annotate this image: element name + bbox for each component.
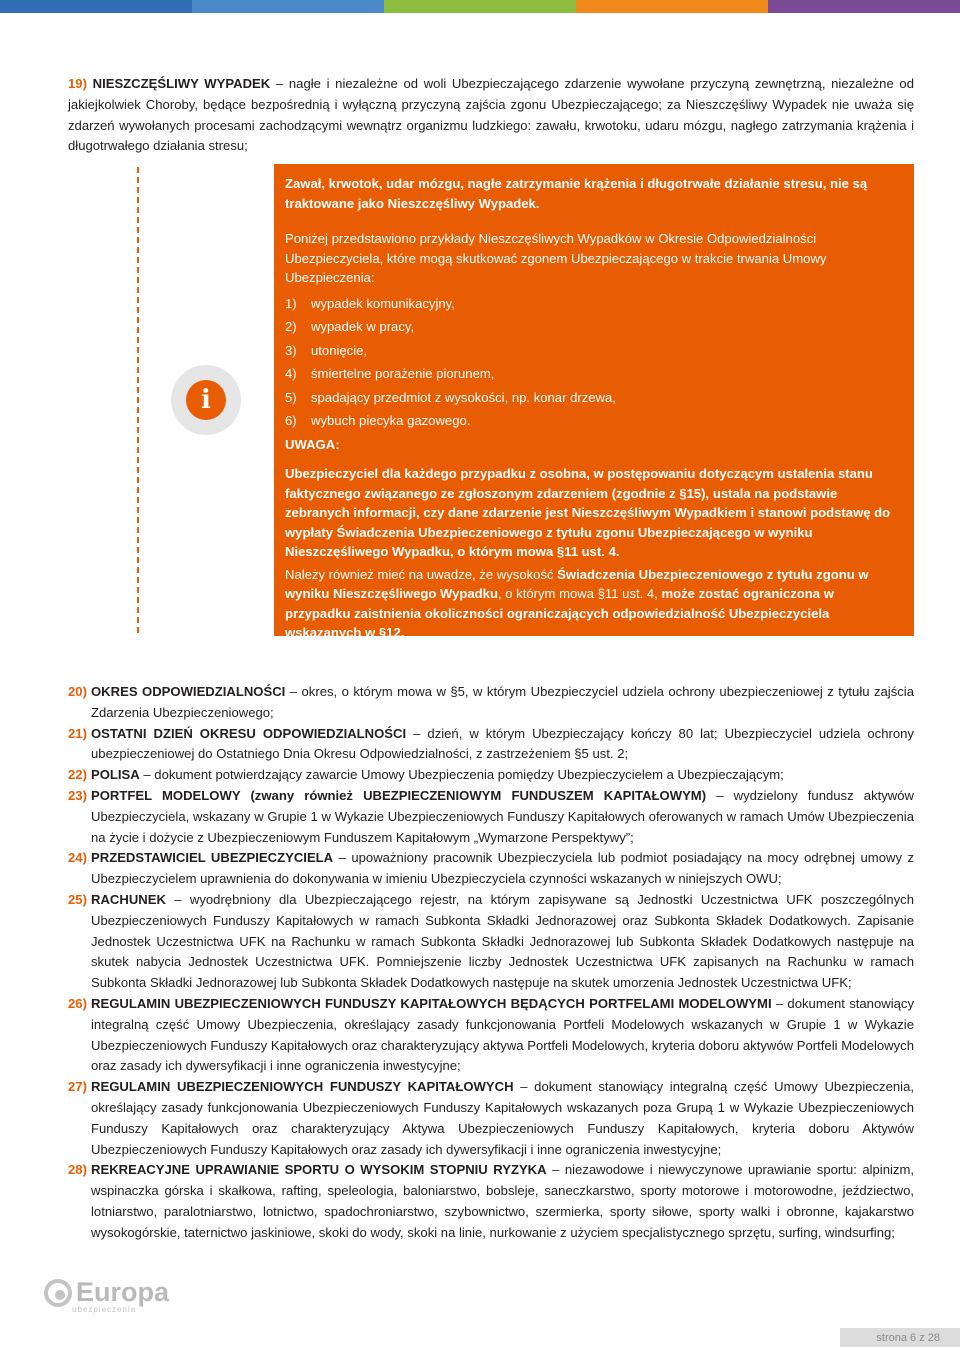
color-stripe-4 bbox=[576, 0, 768, 13]
color-stripe-1 bbox=[0, 0, 192, 13]
definition-26: 26) REGULAMIN UBEZPIECZENIOWYCH FUNDUSZY KAPITAŁOWYCH BĘDĄCYCH PORTFELAMI MODELOWYMI – dokument stanowiący integralną część Umowy Ubezpieczenia, określający zasady funkcjonowania Portfeli Modelowych wskazanych w Grupie 1 w Wykazie Ubezpieczeniowych Funduszy Kapitałowych oraz charakteryzujący aktywa Portfeli Modelowych, kryteria doboru aktywów Portfeli Modelowych oraz zasady ich dywersyfikacji i inne ograniczenia inwestycyjne; bbox=[68, 995, 914, 1074]
definition-23: 23) PORTFEL MODELOWY (zwany również UBEZPIECZENIOWYM FUNDUSZEM KAPITAŁOWYM) – wydzielony fundusz aktywów Ubezpieczyciela, wskazany w Grupie 1 w Wykazie Ubezpieczeniowych Funduszy Kapitałowych oferowanych w ramach Umów Ubezpieczenia na życie i dożycie z Ubezpieczeniowym Funduszem Kapitałowym „Wymarzone Perspektywy”; bbox=[68, 787, 914, 845]
info-box bbox=[274, 164, 914, 640]
example-item: 5) spadający przedmiot z wysokości, np. konar drzewa, bbox=[285, 389, 616, 405]
definition-21: 21) OSTATNI DZIEŃ OKRESU ODPOWIEDZIALNOŚCI – dzień, w którym Ubezpieczający kończy 80 lat; Ubezpieczyciel udziela ochrony ubezpieczeniowej do Ostatniego Dnia Okresu Odpowiedzialności, z zastrzeżeniem §5 ust. 2; bbox=[68, 725, 914, 762]
definition-25: 25) RACHUNEK – wyodrębniony dla Ubezpieczającego rejestr, na którym zapisywane są Jednostki Uczestnictwa UFK poszczególnych Ubezpieczeniowych Funduszy Kapitałowych w ramach Subkonta Składki Jednorazowej oraz Subkonta Składek Dodatkowych. Zapisanie Jednostek Uczestnictwa UFK na Rachunku w ramach Subkonta Składki Jednorazowej lub Subkonta Składek Dodatkowych następuje na skutek nabycia Jednostek Uczestnictwa UFK. Pomniejszenie liczby Jednostek Uczestnictwa UFK zapisanych na Rachunku w ramach Subkonta Składki Jednorazowej lub Subkonta Składek Dodatkowych następuje na skutek umorzenia Jednostek Uczestnictwa UFK; bbox=[68, 891, 914, 991]
definition-22: 22) POLISA – dokument potwierdzający zawarcie Umowy Ubezpieczenia pomiędzy Ubezpieczycielem a Ubezpieczającym; bbox=[68, 767, 784, 783]
logo-subtitle: ubezpieczenia bbox=[72, 1305, 137, 1314]
definition-text: – nagłe i niezależne od woli Ubezpieczającego zdarzenie wywołane przyczyną zewnętrzną, niezależne od jakiejkolwiek Choroby, będące bezpośrednią i wyłączną przyczyną zajścia zgonu Ubezpieczającego; za Nieszczęśliwy Wypadek nie uważa się zdarzeń wywołanych procesami zachodzącymi wewnątrz organizmu ludzkiego: zawału, krwotoku, udaru mózgu, nagłego zatrzymania krążenia i długotrwałego działania stresu; bbox=[68, 76, 914, 154]
warning-label: UWAGA: bbox=[285, 436, 340, 452]
dashed-divider bbox=[137, 167, 139, 633]
color-stripe-2 bbox=[192, 0, 384, 13]
info-box-intro: Zawał, krwotok, udar mózgu, nagłe zatrzymanie krążenia i długotrwałe działanie stresu, nie są traktowane jako Nieszczęśliwy Wypadek. bbox=[285, 176, 868, 211]
definition-term: NIESZCZĘŚLIWY WYPADEK bbox=[92, 76, 271, 91]
logo-name: Europa bbox=[76, 1277, 170, 1307]
definition-27: 27) REGULAMIN UBEZPIECZENIOWYCH FUNDUSZY KAPITAŁOWYCH – dokument stanowiący integralną część Umowy Ubezpieczenia, określający zasady funkcjonowania Ubezpieczeniowych Funduszy Kapitałowych wskazanych poza Grupą 1 w Wykazie Ubezpieczeniowych Funduszy Kapitałowych oraz charakteryzujący Aktywa Ubezpieczeniowych Funduszy Kapitałowych, kryteria doboru Aktywów Ubezpieczeniowych Funduszy Kapitałowych oraz zasady ich dywersyfikacji i inne ograniczenia inwestycyjne; bbox=[68, 1079, 914, 1157]
warning-text: Ubezpieczyciel dla każdego przypadku z osobna, w postępowaniu dotyczącym ustalenia stanu faktycznego związanego ze zgłoszonym zdarzeniem (zgodnie z §15), ustala na podstawie zebranych informacji, czy dane zdarzenie jest Nieszczęśliwym Wypadkiem i stanowi podstawę do wypłaty Świadczenia Ubezpieczeniowego z tytułu zgonu Ubezpieczającego w wyniku Nieszczęśliwego Wypadku, o którym mowa §11 ust. 4. bbox=[285, 466, 891, 559]
color-stripe-3 bbox=[384, 0, 576, 13]
example-item: 4) śmiertelne porażenie piorunem, bbox=[285, 366, 495, 381]
definition-28: 28) REKREACYJNE UPRAWIANIE SPORTU O WYSOKIM STOPNIU RYZYKA – niezawodowe i niewyczynowe uprawianie sportu: alpinizm, wspinaczka górska i skałkowa, rafting, speleologia, baloniarstwo, bobsleje, saneczkarstwo, sporty motorowe i motorowodne, jeździectwo, lotniarstwo, paralotniarstwo, lotnictwo, spadochroniarstwo, szybownictwo, szermierka, sporty siłowe, sporty walki i obronne, kajakarstwo wysokogórskie, taternictwo jaskiniowe, skoki do wody, skoki na linie, nurkowanie z użyciem specjalistycznego sprzętu, surfing, windsurfing; bbox=[68, 1162, 914, 1240]
definition-19 bbox=[68, 74, 914, 157]
example-item: 6) wybuch piecyka gazowego. bbox=[285, 413, 471, 428]
definitions-list bbox=[68, 682, 914, 1244]
color-stripe-5 bbox=[768, 0, 960, 13]
info-box-lead: Poniżej przedstawiono przykłady Nieszczęśliwych Wypadków w Okresie Odpowiedzialności Ubezpieczyciela, które mogą skutkować zgonem Ubezpieczającego w trakcie trwania Umowy Ubezpieczenia: bbox=[285, 231, 827, 285]
definition-24: 24) PRZEDSTAWICIEL UBEZPIECZYCIELA – upoważniony pracownik Ubezpieczyciela lub podmiot posiadający na mocy odrębnej umowy z Ubezpieczycielem uprawnienia do dokonywania w imieniu Ubezpieczyciela czynności wskazanych w niniejszych OWU; bbox=[68, 850, 914, 887]
example-item: 2) wypadek w pracy, bbox=[285, 319, 415, 334]
europa-logo bbox=[44, 1277, 170, 1314]
example-item: 3) utonięcie, bbox=[285, 342, 368, 358]
example-item: 1) wypadek komunikacyjny, bbox=[285, 295, 455, 311]
page-number: strona 6 z 28 bbox=[876, 1332, 940, 1344]
definition-number: 19) bbox=[68, 76, 87, 91]
definition-20: 20) OKRES ODPOWIEDZIALNOŚCI – okres, o którym mowa w §5, w którym Ubezpieczyciel udziela ochrony ubezpieczeniowej z tytułu zajścia Zdarzenia Ubezpieczeniowego; bbox=[68, 684, 914, 720]
info-icon: i bbox=[186, 380, 226, 420]
color-bar bbox=[0, 0, 960, 13]
note-text: Należy również mieć na uwadze, że wysokość Świadczenia Ubezpieczeniowego z tytułu zgonu w wyniku Nieszczęśliwego Wypadku, o którym mowa §11 ust. 4, może zostać ograniczona w przypadku zaistnienia okoliczności ograniczających odpowiedzialność Ubezpieczyciela wskazanych w §12. bbox=[285, 566, 869, 640]
logo-mark-icon bbox=[44, 1279, 72, 1307]
